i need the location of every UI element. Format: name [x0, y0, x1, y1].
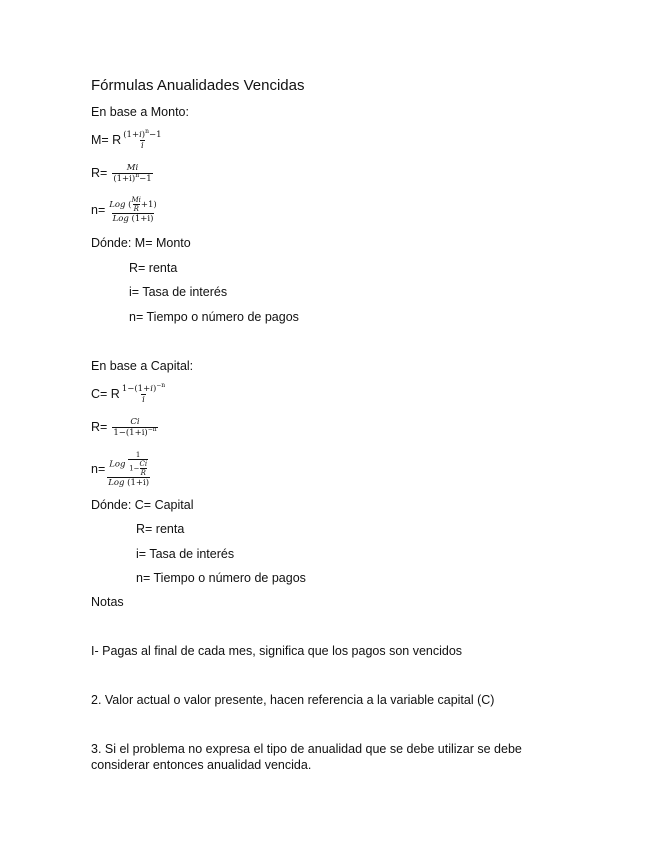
- formula-r-monto: [91, 157, 153, 189]
- formula-m-numerator: $(1+i)^n-1$: [123, 127, 162, 140]
- monto-where-label: Dónde: M= Monto: [91, 236, 191, 250]
- capital-def-renta: R= renta: [136, 522, 185, 536]
- capital-def-interes: i= Tasa de interés: [136, 547, 235, 561]
- formula-m-label: M= R: [91, 133, 122, 147]
- capital-def-tiempo: n= Tiempo o número de pagos: [136, 571, 306, 585]
- formula-r-monto-numerator: Mi: [126, 162, 139, 173]
- formula-n-capital-denominator: Log (1+i): [108, 477, 150, 488]
- capital-where-label: Dónde: C= Capital: [91, 498, 194, 512]
- nota-2: 2. Valor actual o valor presente, hacen referencia a la variable capital (C): [91, 693, 495, 707]
- formula-n-capital-label: n=: [91, 462, 106, 476]
- monto-def-interes: i= Tasa de interés: [129, 285, 228, 299]
- formula-n-capital-numerator: Log 1 1− $\frac{Ci}{R}$: [109, 450, 148, 477]
- formula-c: [91, 378, 166, 410]
- nota-1: I- Pagas al final de cada mes, significa que los pagos son vencidos: [91, 644, 463, 658]
- formula-c-denominator: i: [142, 394, 145, 405]
- formula-r-capital-numerator: Ci: [130, 416, 140, 427]
- monto-def-renta: R= renta: [129, 261, 178, 275]
- formula-n-monto-denominator: Log (1+i): [112, 214, 154, 224]
- monto-def-tiempo: n= Tiempo o número de pagos: [129, 310, 299, 324]
- formula-n-monto: [91, 193, 158, 227]
- formula-c-numerator: $1-(1+i)^{-n}$: [121, 381, 166, 394]
- formula-n-monto-label: n=: [91, 203, 106, 217]
- formula-r-capital: [91, 411, 158, 443]
- capital-heading: En base a Capital:: [91, 359, 194, 373]
- nota-3-line-1: 3. Si el problema no expresa el tipo de anualidad que se debe utilizar se debe: [91, 742, 522, 756]
- formula-m-denominator: i: [141, 140, 144, 151]
- formula-n-monto-numerator: Log ( $\frac{Mi}{R}$ +1): [109, 196, 157, 213]
- formula-r-capital-label: R=: [91, 420, 108, 434]
- formula-r-monto-label: R=: [91, 166, 108, 180]
- nota-3-line-2: considerar entonces anualidad vencida.: [91, 758, 312, 772]
- formula-c-label: C= R: [91, 387, 120, 401]
- formula-n-capital: [91, 449, 150, 489]
- formula-m: [91, 124, 163, 156]
- page-title: Fórmulas Anualidades Vencidas: [91, 77, 305, 94]
- formula-r-monto-denominator: $(1+i)^n-1$: [113, 171, 152, 184]
- notas-heading: Notas: [91, 595, 124, 609]
- monto-heading: En base a Monto:: [91, 105, 189, 119]
- formula-r-capital-denominator: $1-(1+i)^{-n}$: [113, 425, 157, 438]
